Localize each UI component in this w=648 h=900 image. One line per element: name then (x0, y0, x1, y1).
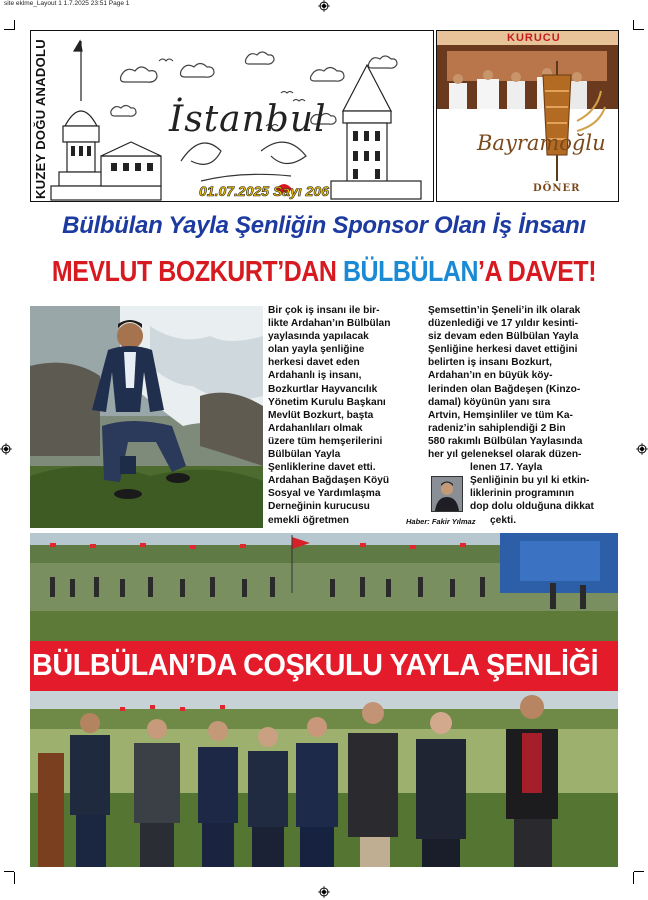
column-line: dop dolu olduğuna dikkat (470, 501, 594, 513)
registration-mark-icon (0, 443, 12, 455)
issue-date: 01.07.2025 Sayı 206 (199, 183, 330, 199)
column-line: düzenlediği ve 17 yıldır kesinti- (428, 318, 579, 330)
masthead-logo: İstanbul (169, 99, 327, 140)
article-byline: Haber: Fakir Yılmaz (406, 517, 476, 526)
column-line: olan yayla şenliğine (268, 344, 365, 356)
column-line: siz devam eden Bülbülan Yayla (428, 331, 579, 343)
column-line: 580 rakımlı Bülbülan Yaylasında (428, 435, 583, 447)
doner-advertisement (436, 30, 619, 202)
registration-mark-icon (636, 443, 648, 455)
shop-photo (437, 31, 618, 201)
column-line: Şenliğine herkesi davet ettiğini (428, 344, 578, 356)
column-line: lenen 17. Yayla (470, 462, 543, 474)
column-line: herkesi davet eden (268, 357, 360, 369)
column-line: Bülbülan Yayla (268, 449, 341, 461)
column-line: üzere tüm hemşerilerini (268, 435, 383, 447)
column-line: lerinden olan Bağdeşen (Kinzo- (428, 383, 581, 395)
column-line: emekli öğretmen (268, 514, 349, 526)
column-line: Ardahan’ın en büyük köy- (428, 370, 553, 382)
feature-banner (30, 641, 618, 691)
feature-photo (30, 533, 618, 867)
column-line: liklerinin programının (470, 488, 575, 500)
article-photo (30, 306, 263, 528)
ad-brand: Bayramoğlu (477, 131, 606, 155)
column-line: çekti. (490, 514, 517, 526)
author-thumbnail (431, 476, 463, 512)
column-line: Ardahanlıları olmak (268, 422, 363, 434)
crop-mark (633, 872, 634, 884)
column-line: Artvin, Hemşinliler ve tüm Ka- (428, 409, 573, 421)
ad-subtitle: DÖNER (533, 183, 581, 194)
column-line: Ardahan Bağdaşen Köyü (268, 475, 390, 487)
column-line: Sosyal ve Yardımlaşma (268, 488, 381, 500)
registration-mark-icon (318, 0, 330, 12)
crop-mark (4, 871, 14, 872)
column-line: Şenliğinin bu yıl ki etkin- (470, 475, 590, 487)
column-line: Bozkurtlar Hayvancılık (268, 383, 378, 395)
headline-part: ’A DAVET! (478, 256, 597, 288)
column-line: damal) köyünün yanı sıra (428, 396, 551, 408)
shop-sign: KURUCU (507, 32, 561, 44)
crop-mark (4, 29, 14, 30)
festival-photo (30, 533, 618, 867)
headline-highlight: BÜLBÜLAN (342, 256, 479, 288)
crop-mark (634, 29, 644, 30)
crop-mark (634, 871, 644, 872)
column-line: yaylasında yapılacak (268, 331, 369, 343)
article-headline (45, 256, 602, 289)
feature-banner-text: BÜLBÜLAN’DA COŞKULU YAYLA ŞENLİĞİ (32, 647, 599, 682)
article-kicker: Bülbülan Yayla Şenliğin Sponsor Olan İş İnsanı (62, 212, 586, 239)
print-slug: site eklme_Layout 1 1.7.2025 23:51 Page 1 (4, 0, 130, 7)
column-line: likte Ardahan’ın Bülbülan (268, 318, 391, 330)
column-line: her yıl geleneksel olarak düzen- (428, 449, 582, 461)
column-line: radeniz’in sahiplendiği 2 Bin (428, 422, 566, 434)
column-line: Şenliklerine davet etti. (268, 462, 376, 474)
crop-mark (14, 872, 15, 884)
column-line: Ardahanlı iş insanı, (268, 370, 362, 382)
column-line: Mevlüt Bozkurt, başta (268, 409, 374, 421)
headline-part: MEVLUT BOZKURT’DAN (51, 256, 343, 288)
column-line: belirten iş insanı Bozkurt, (428, 357, 552, 369)
registration-mark-icon (318, 886, 330, 898)
column-line: Bir çok iş insanı ile bir- (268, 305, 380, 316)
column-line: Şemsettin’in Şeneli’in ilk olarak (428, 305, 581, 316)
crop-mark (14, 20, 15, 30)
masthead-vertical-label: KUZEY DOĞU ANADOLU (33, 39, 48, 199)
column-line: Derneğinin kurucusu (268, 501, 370, 513)
author-portrait (432, 477, 462, 511)
man-by-stream-photo (30, 306, 263, 528)
column-line: Yönetim Kurulu Başkanı (268, 396, 386, 408)
article-column-1 (268, 304, 418, 527)
masthead (30, 30, 434, 202)
